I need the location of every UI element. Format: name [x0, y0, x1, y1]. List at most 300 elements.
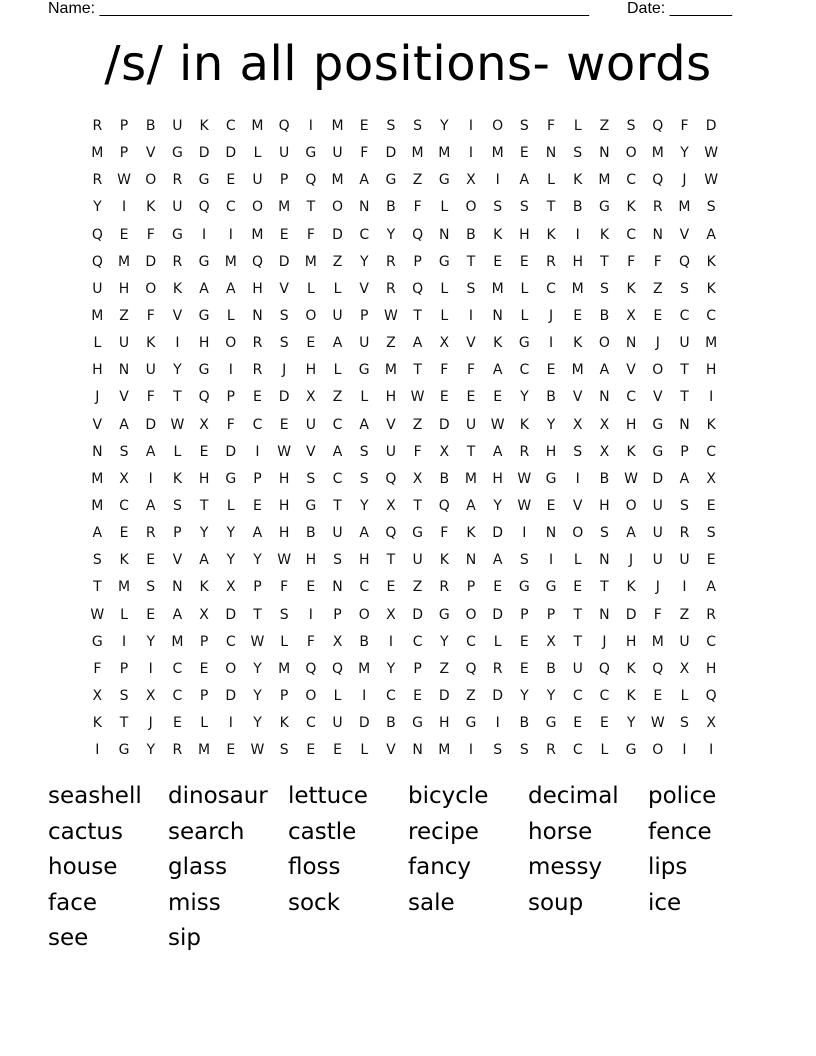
grid-letter: L	[440, 199, 449, 216]
grid-letter: G	[412, 715, 424, 732]
grid-letter: E	[199, 443, 209, 460]
grid-letter: S	[386, 118, 396, 134]
grid-letter: U	[679, 633, 690, 650]
grid-letter: L	[226, 307, 235, 324]
grid-letter: A	[199, 280, 209, 297]
grid-letter: E	[493, 253, 503, 270]
word-bank-item: cactus	[48, 818, 123, 845]
grid-letter: K	[172, 470, 182, 487]
grid-letter: F	[146, 389, 155, 406]
grid-letter: R	[252, 362, 263, 379]
grid-letter: G	[358, 362, 370, 379]
grid-letter: J	[548, 307, 554, 324]
grid-letter: V	[359, 280, 369, 297]
grid-letter: T	[413, 362, 422, 379]
grid-letter: N	[412, 742, 423, 759]
grid-letter: Q	[412, 280, 424, 297]
grid-letter: K	[626, 443, 636, 460]
grid-letter: E	[119, 525, 129, 542]
grid-letter: F	[226, 416, 235, 433]
grid-letter: Q	[198, 199, 210, 216]
grid-letter: P	[279, 687, 289, 704]
grid-letter: D	[625, 606, 637, 623]
grid-letter: C	[626, 172, 636, 189]
grid-letter: R	[546, 742, 556, 759]
grid-letter: I	[548, 335, 554, 352]
grid-letter: T	[600, 253, 609, 270]
grid-letter: A	[679, 470, 690, 487]
grid-letter: I	[468, 145, 474, 162]
grid-letter: N	[599, 145, 610, 162]
grid-letter: E	[493, 579, 503, 596]
grid-letter: C	[626, 226, 636, 243]
grid-letter: X	[119, 470, 129, 487]
word-bank-item: face	[48, 889, 97, 916]
grid-letter: V	[679, 226, 690, 243]
grid-letter: I	[468, 742, 474, 759]
grid-letter: I	[709, 742, 714, 759]
grid-letter: X	[386, 497, 396, 514]
grid-letter: T	[466, 253, 476, 270]
grid-letter: L	[440, 280, 449, 297]
grid-letter: T	[413, 307, 422, 324]
grid-letter: W	[410, 389, 425, 406]
grid-letter: E	[519, 253, 529, 270]
grid-letter: I	[709, 389, 714, 406]
grid-letter: U	[252, 172, 263, 189]
grid-letter: U	[332, 307, 343, 324]
grid-letter: L	[280, 633, 289, 650]
grid-letter: L	[226, 497, 235, 514]
grid-letter: E	[573, 715, 583, 732]
grid-letter: X	[306, 389, 316, 406]
grid-letter: B	[145, 118, 156, 134]
grid-letter: R	[706, 606, 717, 623]
grid-letter: C	[252, 416, 263, 433]
grid-letter: W	[490, 416, 505, 433]
grid-letter: D	[278, 389, 290, 406]
grid-letter: A	[119, 416, 129, 433]
grid-letter: H	[252, 280, 263, 297]
letter-grid	[84, 113, 725, 764]
grid-letter: J	[655, 579, 660, 596]
grid-letter: X	[386, 606, 396, 623]
grid-letter: I	[308, 118, 313, 134]
grid-letter: I	[495, 172, 500, 189]
grid-letter: O	[305, 307, 317, 324]
grid-letter: O	[358, 606, 370, 623]
grid-letter: Q	[598, 660, 610, 677]
grid-letter: E	[653, 687, 663, 704]
grid-letter: S	[573, 443, 583, 460]
grid-letter: R	[439, 579, 450, 596]
grid-letter: H	[92, 362, 103, 379]
grid-letter: W	[250, 742, 265, 759]
word-bank-item: lips	[648, 854, 688, 881]
grid-letter: G	[305, 497, 317, 514]
grid-letter: W	[704, 172, 719, 189]
grid-letter: X	[572, 416, 583, 433]
grid-letter: Z	[386, 335, 396, 352]
grid-letter: A	[492, 443, 503, 460]
grid-letter: Q	[652, 660, 664, 677]
grid-letter: A	[145, 497, 156, 514]
grid-letter: I	[202, 226, 207, 243]
grid-letter: D	[492, 606, 504, 623]
grid-letter: W	[650, 715, 665, 732]
grid-letter: T	[199, 497, 209, 514]
grid-letter: C	[572, 742, 583, 759]
grid-letter: C	[412, 633, 423, 650]
grid-letter: I	[575, 470, 580, 487]
grid-letter: B	[386, 715, 396, 732]
grid-letter: C	[119, 497, 129, 514]
word-bank-item: sale	[408, 889, 455, 916]
grid-letter: N	[545, 145, 557, 162]
grid-letter: M	[438, 742, 451, 759]
grid-letter: G	[305, 145, 317, 162]
grid-letter: L	[440, 307, 449, 324]
word-bank-item: bicycle	[408, 783, 489, 809]
grid-letter: E	[599, 715, 609, 732]
grid-letter: Q	[385, 525, 397, 542]
grid-letter: X	[679, 660, 690, 677]
grid-letter: E	[386, 579, 396, 596]
grid-letter: K	[599, 226, 609, 243]
grid-letter: H	[305, 362, 317, 379]
grid-letter: M	[651, 145, 664, 162]
grid-letter: N	[679, 416, 690, 433]
grid-letter: D	[438, 416, 450, 433]
grid-letter: I	[362, 687, 367, 704]
grid-letter: F	[413, 443, 422, 460]
grid-letter: W	[704, 145, 719, 162]
grid-letter: W	[383, 307, 398, 324]
grid-letter: H	[545, 443, 557, 460]
grid-letter: M	[91, 145, 104, 162]
grid-letter: F	[627, 253, 636, 270]
grid-letter: L	[200, 715, 208, 732]
grid-letter: G	[171, 145, 183, 162]
grid-letter: C	[572, 687, 583, 704]
grid-letter: S	[706, 199, 716, 216]
grid-letter: H	[198, 335, 210, 352]
grid-letter: Z	[679, 606, 690, 623]
grid-letter: G	[438, 172, 450, 189]
grid-letter: E	[413, 687, 423, 704]
grid-letter: L	[520, 280, 529, 297]
grid-letter: G	[438, 253, 450, 270]
grid-letter: I	[575, 226, 580, 243]
grid-letter: F	[466, 362, 475, 379]
grid-letter: C	[706, 443, 717, 460]
grid-letter: W	[250, 633, 265, 650]
grid-letter: N	[545, 525, 557, 542]
grid-letter: M	[491, 145, 504, 162]
grid-letter: D	[198, 145, 210, 162]
word-bank-item: glass	[168, 854, 228, 881]
grid-letter: M	[251, 118, 264, 134]
grid-letter: D	[358, 715, 370, 732]
grid-letter: X	[332, 633, 343, 650]
word-bank-item: see	[48, 925, 89, 952]
grid-letter: Q	[91, 253, 103, 270]
grid-letter: T	[306, 199, 316, 216]
grid-letter: B	[599, 470, 610, 487]
grid-letter: D	[438, 687, 450, 704]
grid-letter: J	[655, 335, 660, 352]
grid-letter: U	[652, 525, 663, 542]
grid-letter: G	[198, 362, 210, 379]
grid-letter: M	[651, 633, 664, 650]
grid-letter: S	[493, 742, 503, 759]
grid-letter: S	[146, 579, 156, 596]
grid-letter: S	[706, 525, 716, 542]
grid-letter: Q	[652, 118, 664, 134]
grid-letter: M	[91, 307, 104, 324]
grid-letter: A	[466, 497, 476, 514]
grid-letter: A	[492, 362, 503, 379]
grid-letter: M	[331, 172, 344, 189]
grid-letter: J	[148, 715, 153, 732]
grid-letter: X	[706, 470, 716, 487]
grid-letter: E	[706, 497, 716, 514]
grid-letter: T	[173, 389, 182, 406]
grid-letter: Y	[546, 416, 556, 433]
grid-letter: S	[279, 742, 289, 759]
grid-letter: E	[119, 226, 129, 243]
grid-letter: B	[599, 307, 610, 324]
word-bank-item: recipe	[408, 818, 479, 845]
grid-letter: A	[359, 172, 369, 189]
grid-letter: K	[626, 687, 636, 704]
grid-letter: L	[547, 172, 555, 189]
grid-letter: O	[598, 335, 610, 352]
grid-letter: H	[705, 660, 717, 677]
grid-letter: X	[199, 606, 209, 623]
grid-letter: Z	[412, 172, 423, 189]
grid-letter: L	[360, 389, 369, 406]
grid-letter: O	[625, 145, 637, 162]
grid-letter: J	[602, 633, 607, 650]
grid-letter: F	[680, 118, 689, 134]
grid-letter: C	[225, 199, 236, 216]
grid-letter: S	[119, 443, 129, 460]
grid-letter: A	[626, 525, 636, 542]
grid-letter: U	[172, 118, 183, 134]
grid-letter: G	[412, 525, 424, 542]
grid-letter: X	[599, 443, 610, 460]
grid-letter: A	[172, 606, 183, 623]
grid-letter: W	[517, 497, 532, 514]
grid-letter: Y	[546, 687, 556, 704]
grid-letter: F	[306, 633, 315, 650]
grid-letter: G	[438, 606, 450, 623]
grid-letter: Q	[305, 172, 317, 189]
grid-letter: P	[119, 145, 129, 162]
grid-letter: I	[95, 742, 100, 759]
grid-letter: H	[305, 552, 317, 569]
grid-letter: U	[359, 335, 370, 352]
grid-letter: K	[706, 253, 716, 270]
grid-letter: S	[279, 335, 289, 352]
grid-letter: U	[679, 552, 690, 569]
grid-letter: A	[599, 362, 610, 379]
grid-letter: D	[278, 253, 290, 270]
grid-letter: P	[199, 687, 209, 704]
grid-letter: C	[359, 579, 370, 596]
grid-letter: G	[198, 172, 210, 189]
grid-letter: B	[572, 199, 583, 216]
grid-letter: Y	[520, 687, 529, 704]
word-bank-item: ice	[648, 889, 682, 916]
grid-letter: V	[572, 497, 583, 514]
grid-letter: S	[573, 145, 583, 162]
grid-letter: Z	[332, 253, 343, 270]
date-field-label: Date: _______	[627, 0, 732, 17]
grid-letter: M	[571, 362, 584, 379]
grid-letter: Y	[146, 742, 155, 759]
grid-letter: K	[573, 172, 583, 189]
grid-letter: W	[90, 606, 105, 623]
grid-letter: S	[626, 118, 636, 134]
grid-letter: H	[118, 280, 130, 297]
grid-letter: P	[413, 253, 422, 270]
grid-letter: T	[573, 606, 582, 623]
grid-letter: V	[466, 335, 476, 352]
word-bank-item: seashell	[48, 783, 142, 809]
grid-letter: U	[332, 715, 343, 732]
grid-letter: P	[199, 633, 209, 650]
grid-letter: X	[626, 307, 636, 324]
grid-letter: L	[573, 552, 582, 569]
grid-letter: H	[198, 470, 210, 487]
grid-letter: Z	[412, 416, 423, 433]
grid-letter: P	[119, 660, 129, 677]
grid-letter: Q	[198, 389, 210, 406]
grid-letter: T	[546, 199, 556, 216]
grid-letter: X	[466, 172, 476, 189]
grid-letter: K	[439, 552, 449, 569]
grid-letter: K	[199, 579, 209, 596]
grid-letter: C	[172, 687, 183, 704]
grid-letter: N	[599, 552, 610, 569]
grid-letter: X	[599, 416, 610, 433]
grid-letter: U	[679, 335, 690, 352]
word-bank-item: sip	[168, 925, 201, 952]
grid-letter: C	[225, 633, 236, 650]
grid-letter: W	[117, 172, 131, 189]
grid-letter: M	[331, 118, 344, 134]
grid-letter: Y	[253, 660, 262, 677]
grid-letter: E	[226, 172, 236, 189]
grid-letter: V	[145, 145, 156, 162]
grid-letter: D	[225, 687, 237, 704]
grid-letter: Z	[652, 280, 663, 297]
word-bank-item: horse	[528, 818, 593, 845]
grid-letter: Y	[226, 525, 236, 542]
grid-letter: J	[282, 362, 287, 379]
grid-letter: B	[386, 199, 396, 216]
grid-letter: R	[145, 525, 156, 542]
grid-letter: G	[198, 253, 210, 270]
grid-letter: T	[119, 715, 129, 732]
grid-letter: H	[519, 226, 530, 243]
grid-letter: C	[172, 660, 183, 677]
grid-letter: L	[680, 687, 689, 704]
grid-letter: V	[626, 362, 636, 379]
grid-letter: G	[652, 443, 664, 460]
grid-letter: G	[118, 742, 130, 759]
grid-letter: N	[92, 443, 103, 460]
grid-letter: Z	[466, 687, 476, 704]
grid-letter: H	[385, 389, 397, 406]
grid-letter: G	[198, 307, 210, 324]
grid-letter: C	[626, 389, 636, 406]
grid-letter: O	[465, 199, 477, 216]
grid-letter: H	[278, 525, 290, 542]
grid-letter: E	[573, 579, 583, 596]
grid-letter: S	[519, 742, 529, 759]
grid-letter: K	[626, 280, 636, 297]
grid-letter: X	[145, 687, 156, 704]
grid-letter: O	[145, 172, 157, 189]
grid-letter: D	[385, 145, 397, 162]
grid-letter: Y	[359, 253, 369, 270]
word-bank-item: police	[648, 783, 717, 809]
grid-letter: Y	[146, 633, 155, 650]
grid-letter: N	[599, 389, 610, 406]
grid-letter: Y	[199, 525, 209, 542]
grid-letter: U	[652, 552, 663, 569]
grid-letter: W	[624, 470, 639, 487]
grid-letter: R	[252, 335, 263, 352]
grid-letter: C	[225, 118, 236, 134]
grid-letter: I	[228, 715, 233, 732]
grid-letter: E	[199, 660, 209, 677]
grid-letter: K	[146, 199, 156, 216]
grid-letter: S	[599, 280, 609, 297]
grid-letter: A	[359, 525, 369, 542]
grid-letter: K	[466, 525, 476, 542]
word-bank-item: miss	[168, 889, 221, 916]
grid-letter: Y	[226, 552, 236, 569]
grid-letter: N	[625, 335, 637, 352]
grid-letter: X	[439, 335, 450, 352]
grid-letter: B	[306, 525, 316, 542]
grid-letter: L	[333, 687, 342, 704]
grid-letter: E	[519, 633, 529, 650]
grid-letter: T	[466, 443, 476, 460]
word-bank-item: soup	[528, 889, 584, 916]
grid-letter: A	[359, 416, 369, 433]
word-bank-item: dinosaur	[168, 783, 268, 809]
grid-letter: R	[652, 199, 663, 216]
grid-letter: Z	[599, 118, 610, 134]
grid-letter: W	[170, 416, 185, 433]
grid-letter: S	[279, 307, 289, 324]
grid-letter: J	[682, 172, 687, 189]
grid-letter: R	[92, 172, 103, 189]
grid-letter: T	[93, 579, 102, 596]
grid-letter: T	[680, 362, 689, 379]
grid-letter: Y	[680, 145, 689, 162]
grid-letter: S	[279, 606, 289, 623]
grid-letter: R	[386, 280, 396, 297]
grid-letter: H	[439, 715, 450, 732]
grid-letter: Y	[386, 226, 396, 243]
grid-letter: O	[492, 118, 504, 134]
